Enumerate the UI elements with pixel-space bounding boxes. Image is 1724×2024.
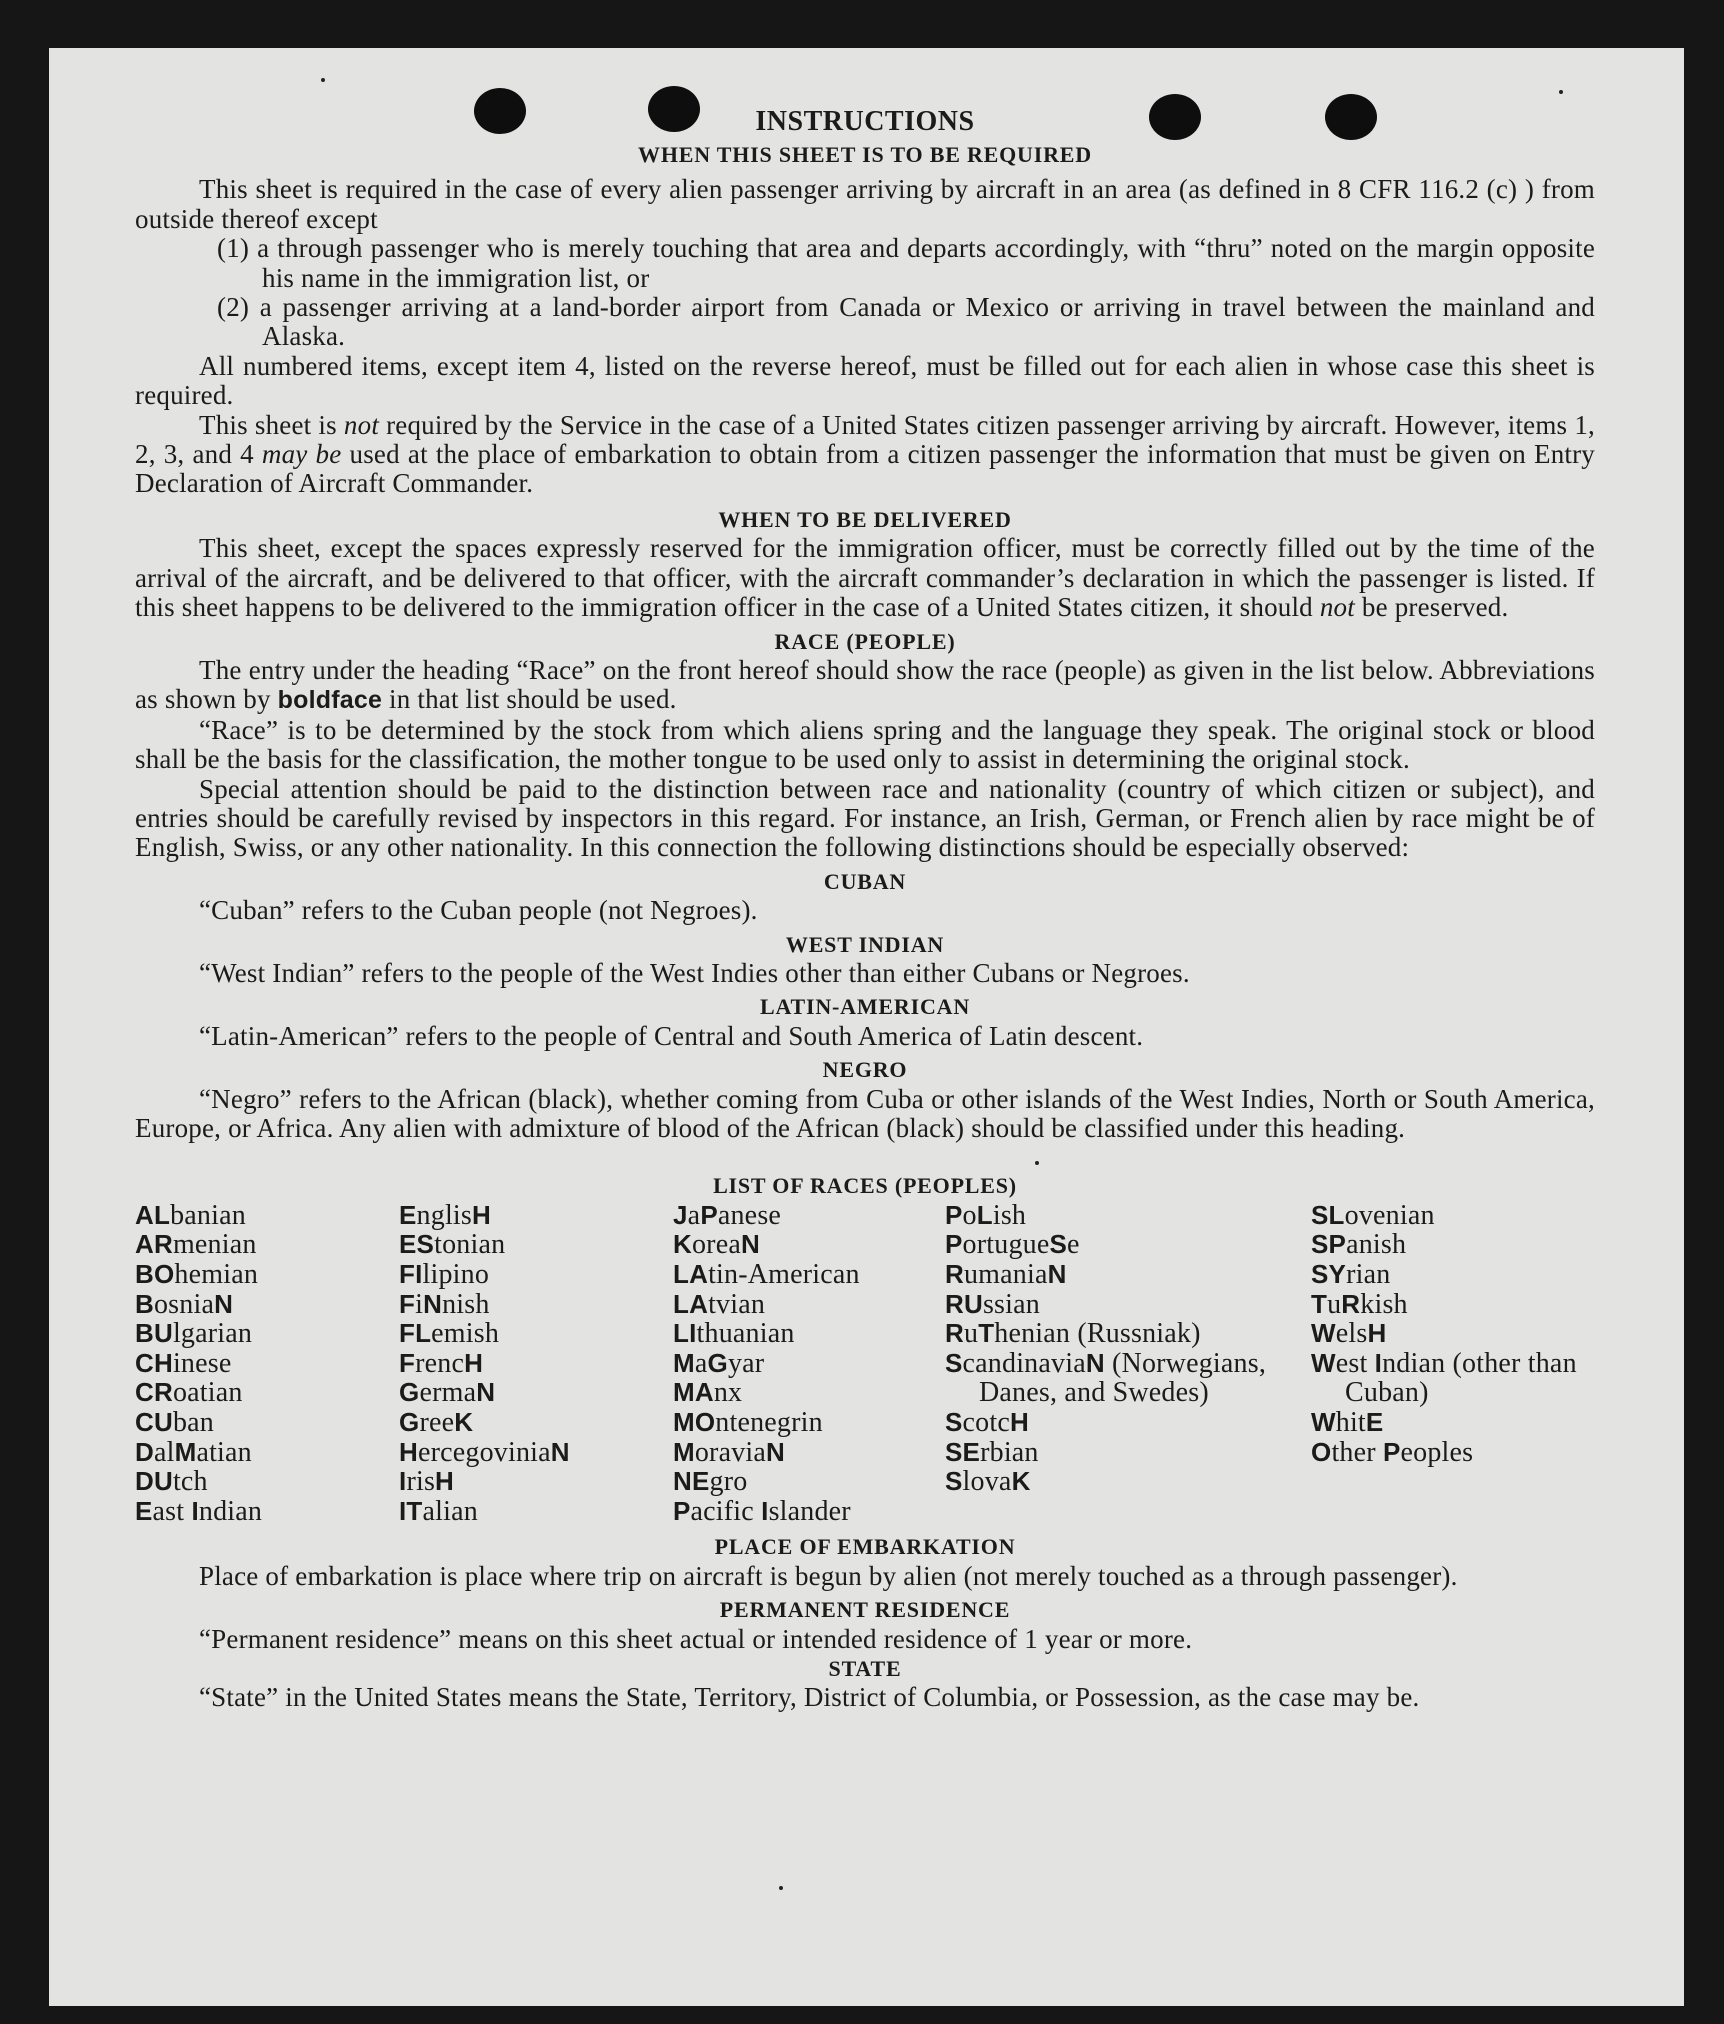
race-abbreviation: NE <box>673 1466 710 1497</box>
race-text: erma <box>419 1377 477 1409</box>
race-text: osnia <box>153 1288 215 1320</box>
race-abbreviation: M <box>673 1347 695 1378</box>
race-text: inese <box>172 1347 232 1379</box>
race-text: oravia <box>694 1436 767 1468</box>
race-entry <box>673 1408 945 1438</box>
race-entry <box>945 1201 1311 1231</box>
race-entry <box>673 1260 945 1290</box>
race-abbreviation: RU <box>945 1288 983 1319</box>
section-heading-residence: PERMANENT RESIDENCE <box>719 1597 1011 1623</box>
race-abbreviation: BU <box>135 1318 173 1349</box>
race-abbreviation: I <box>1374 1347 1383 1378</box>
race-abbreviation: P <box>945 1229 963 1260</box>
race-entry <box>945 1319 1311 1349</box>
races-column <box>399 1201 673 1527</box>
race-abbreviation: SP <box>1311 1229 1347 1260</box>
boldface-word: boldface <box>277 686 383 715</box>
race-abbreviation: E <box>1365 1406 1384 1437</box>
race-text: ntenegrin <box>715 1406 823 1438</box>
race-abbreviation: W <box>1311 1406 1336 1437</box>
text-span: The entry under the heading “Race” on the front hereof should show the race (people) as given in the list below. Abbreviations as shown by <box>135 654 1595 715</box>
race-abbreviation: E <box>399 1199 417 1230</box>
speck <box>321 78 325 82</box>
race-text: henian (Russniak) <box>994 1318 1201 1350</box>
race-entry <box>1311 1438 1595 1468</box>
race-abbreviation: SY <box>1311 1259 1347 1289</box>
race-text: hemian <box>174 1259 259 1290</box>
race-abbreviation: MO <box>673 1406 716 1437</box>
race-abbreviation: P <box>673 1495 691 1526</box>
race-text: i <box>415 1288 424 1320</box>
race-abbreviation: N <box>423 1288 443 1319</box>
race-abbreviation: AL <box>135 1199 171 1230</box>
race-abbreviation: H <box>435 1466 455 1497</box>
race-abbreviation: G <box>399 1406 420 1437</box>
race-entry <box>399 1497 673 1527</box>
race-entry <box>135 1378 399 1408</box>
race-abbreviation: CU <box>135 1406 173 1437</box>
race-abbreviation: H <box>472 1199 491 1230</box>
section-heading-negro: NEGRO <box>822 1057 908 1083</box>
emphasis: not <box>1319 592 1355 623</box>
race-abbreviation: G <box>399 1377 420 1408</box>
race-paragraph-2: “Race” is to be determined by the stock from which aliens spring and the language they speak. The original stock or blood shall be the basis for the classification, the mother tongue to be used only to assist in determining the original stock. <box>135 714 1595 775</box>
race-text: els <box>1335 1318 1368 1350</box>
race-abbreviation: S <box>1049 1229 1068 1260</box>
race-entry <box>135 1438 399 1468</box>
race-text: est <box>1335 1347 1375 1379</box>
state-definition: “State” in the United States means the State, Territory, District of Columbia, or Possession, as the case may be. <box>199 1682 1420 1713</box>
race-abbreviation: N <box>740 1229 760 1260</box>
race-text: thuanian <box>696 1318 795 1350</box>
race-abbreviation: FL <box>399 1318 432 1349</box>
race-text: slander <box>768 1495 851 1527</box>
race-text: lgarian <box>172 1318 253 1350</box>
race-entry <box>673 1438 945 1468</box>
race-abbreviation: MA <box>673 1377 714 1408</box>
race-text: rian <box>1346 1259 1391 1290</box>
race-abbreviation: R <box>945 1318 964 1349</box>
text-span: required by the Service in the case of a United States citizen passenger arriving by aircraft. However, items 1, 2, 3, and 4 <box>135 409 1595 470</box>
race-text: ortugue <box>962 1229 1050 1261</box>
race-abbreviation: E <box>135 1495 153 1526</box>
race-abbreviation: S <box>945 1466 963 1497</box>
race-abbreviation: LA <box>673 1259 709 1289</box>
race-text: nx <box>713 1377 743 1409</box>
race-entry <box>945 1408 1311 1438</box>
race-text: ndian (other than Cuban) <box>1345 1347 1577 1409</box>
section-heading-races-list: LIST OF RACES (PEOPLES) <box>713 1173 1017 1199</box>
race-text: o <box>962 1199 977 1231</box>
race-entry <box>135 1230 399 1260</box>
race-abbreviation: IT <box>399 1495 423 1526</box>
race-text: anese <box>717 1199 782 1231</box>
race-abbreviation: G <box>707 1347 728 1378</box>
race-abbreviation: P <box>700 1199 718 1230</box>
race-abbreviation: N <box>214 1288 234 1319</box>
race-text: tonian <box>434 1229 506 1261</box>
races-column <box>673 1201 945 1527</box>
race-entry <box>399 1260 673 1290</box>
race-entry <box>399 1201 673 1231</box>
race-entry <box>399 1290 673 1320</box>
race-entry <box>135 1408 399 1438</box>
race-text: cotc <box>962 1406 1010 1438</box>
race-text: ree <box>419 1406 455 1438</box>
races-column <box>1311 1201 1595 1527</box>
race-abbreviation: T <box>1311 1288 1328 1319</box>
section-heading-required: WHEN THIS SHEET IS TO BE REQUIRED <box>638 142 1092 167</box>
race-text: ish <box>992 1199 1027 1231</box>
race-abbreviation: AR <box>135 1229 173 1260</box>
race-abbreviation: N <box>1085 1347 1105 1378</box>
race-entry <box>135 1290 399 1320</box>
race-abbreviation: H <box>399 1436 418 1467</box>
race-entry <box>673 1201 945 1231</box>
race-abbreviation: H <box>464 1347 484 1378</box>
race-abbreviation: DU <box>135 1466 173 1497</box>
race-entry <box>399 1408 673 1438</box>
race-text: yar <box>727 1347 765 1379</box>
race-entry <box>399 1438 673 1468</box>
race-entry <box>673 1467 945 1497</box>
race-abbreviation: SE <box>945 1436 981 1467</box>
race-abbreviation: M <box>673 1436 695 1467</box>
race-abbreviation: I <box>191 1495 199 1526</box>
race-abbreviation: K <box>1011 1466 1031 1497</box>
race-text: ndian <box>198 1495 263 1527</box>
race-text: tch <box>172 1466 208 1498</box>
races-column <box>135 1201 399 1527</box>
race-abbreviation: L <box>976 1199 993 1230</box>
numbered-items-paragraph: All numbered items, except item 4, listed on the reverse hereof, must be filled out for each alien in whose case this sheet is required. <box>135 350 1595 411</box>
race-abbreviation: K <box>454 1406 474 1437</box>
race-abbreviation: P <box>1382 1436 1401 1467</box>
race-abbreviation: H <box>1009 1406 1029 1437</box>
section-heading-latin-american: LATIN-AMERICAN <box>759 994 971 1020</box>
section-heading-embarkation: PLACE OF EMBARKATION <box>714 1534 1016 1560</box>
race-abbreviation: N <box>1047 1259 1067 1289</box>
race-text: menian <box>172 1229 257 1261</box>
race-abbreviation: I <box>399 1466 407 1497</box>
race-entry <box>399 1378 673 1408</box>
race-abbreviation: CH <box>135 1347 173 1378</box>
race-text: anish <box>1346 1229 1407 1261</box>
race-text: tin-American <box>708 1259 860 1290</box>
race-entry <box>135 1467 399 1497</box>
race-entry <box>1311 1290 1595 1320</box>
race-abbreviation: T <box>978 1318 995 1349</box>
race-text: nglis <box>416 1199 473 1231</box>
race-text: emish <box>431 1318 500 1350</box>
emphasis: not <box>343 409 380 440</box>
race-entry <box>945 1290 1311 1320</box>
race-entry <box>673 1319 945 1349</box>
exception-item-2: (2) a passenger arriving at a land-border airport from Canada or Mexico or arriving in travel between the mainland and Alaska. <box>217 292 1595 352</box>
race-abbreviation: K <box>673 1229 692 1260</box>
speck <box>1559 90 1563 94</box>
race-entry <box>945 1260 1311 1290</box>
race-text: ris <box>406 1466 436 1498</box>
text-span: in that list should be used. <box>382 684 677 715</box>
document-title: INSTRUCTIONS <box>755 106 975 137</box>
race-entry <box>399 1467 673 1497</box>
not-required-paragraph <box>135 411 1595 499</box>
race-abbreviation: F <box>399 1347 416 1378</box>
race-abbreviation: CR <box>135 1377 173 1408</box>
text-span: This sheet is <box>199 409 344 440</box>
section-heading-delivered: WHEN TO BE DELIVERED <box>718 506 1012 532</box>
race-text: ssian <box>982 1288 1040 1320</box>
race-text: al <box>153 1436 175 1468</box>
race-entry <box>945 1438 1311 1468</box>
emphasis: may be <box>261 439 342 470</box>
negro-definition: “Negro” refers to the African (black), whether coming from Cuba or other islands of the West Indies, North or South America, Europe, or Africa. Any alien with admixture of blood of the African (black) should be classified under this heading. <box>135 1083 1595 1143</box>
race-text: hit <box>1335 1406 1366 1438</box>
race-text: alian <box>422 1495 478 1527</box>
race-abbreviation: LI <box>673 1318 697 1349</box>
race-abbreviation: M <box>174 1436 197 1467</box>
required-intro: This sheet is required in the case of every alien passenger arriving by aircraft in an area (as defined in 8 CFR 116.2 (c) ) from outside thereof except <box>135 174 1595 234</box>
section-heading-west-indian: WEST INDIAN <box>785 931 945 957</box>
race-text: lipino <box>422 1259 490 1290</box>
race-abbreviation: N <box>766 1436 786 1467</box>
race-entry <box>673 1497 945 1527</box>
race-paragraph-3: Special attention should be paid to the distinction between race and nationality (country of which citizen or subject), and entries should be carefully revised by inspectors in this regard. For instance, an Irish, German, or French alien by race might be of English, Swiss, or any other nationality. In this connection the following distinctions should be especially observed: <box>135 773 1595 863</box>
race-abbreviation: LA <box>673 1288 709 1319</box>
race-abbreviation: W <box>1311 1318 1336 1349</box>
race-entry <box>1311 1260 1595 1290</box>
race-abbreviation: P <box>945 1199 963 1230</box>
race-text: e <box>1067 1229 1080 1261</box>
race-entry <box>399 1230 673 1260</box>
race-abbreviation: I <box>761 1495 769 1526</box>
race-abbreviation: SL <box>1311 1199 1345 1230</box>
race-abbreviation: H <box>1367 1318 1387 1349</box>
race-text: orea <box>691 1229 741 1261</box>
embarkation-definition: Place of embarkation is place where trip on aircraft is begun by alien (not merely touched as a through passenger). <box>199 1560 1458 1591</box>
race-abbreviation: N <box>550 1436 570 1467</box>
race-text: umania <box>963 1259 1048 1290</box>
race-text: renc <box>415 1347 465 1379</box>
race-text: atian <box>196 1436 252 1468</box>
speck <box>779 1886 783 1890</box>
race-text: (Norwegians, Danes, and Swedes) <box>979 1347 1267 1409</box>
race-abbreviation: D <box>135 1436 154 1467</box>
race-entry <box>135 1497 399 1527</box>
race-entry <box>399 1349 673 1379</box>
text-span: used at the place of embarkation to obtain from a citizen passenger the information that must be given on Entry Declaration of Aircraft Commander. <box>135 439 1595 499</box>
race-text: eoples <box>1400 1436 1474 1468</box>
race-abbreviation: J <box>673 1199 688 1230</box>
section-heading-state: STATE <box>828 1655 902 1681</box>
race-abbreviation: B <box>135 1288 154 1319</box>
race-entry <box>673 1378 945 1408</box>
race-text: lova <box>962 1466 1012 1498</box>
race-entry <box>945 1230 1311 1260</box>
race-abbreviation: S <box>945 1406 963 1437</box>
residence-definition: “Permanent residence” means on this sheet actual or intended residence of 1 year or more. <box>199 1623 1193 1654</box>
race-text: u <box>963 1318 979 1350</box>
race-entry <box>673 1349 945 1379</box>
race-entry <box>1311 1201 1595 1231</box>
race-text: banian <box>170 1199 246 1231</box>
race-entry <box>135 1319 399 1349</box>
race-abbreviation: FI <box>399 1259 423 1289</box>
race-abbreviation: O <box>1311 1436 1332 1467</box>
race-text: ther <box>1331 1436 1383 1468</box>
race-text: a <box>694 1347 708 1379</box>
race-abbreviation: ES <box>399 1229 435 1260</box>
race-paragraph-1 <box>135 656 1595 716</box>
cuban-definition: “Cuban” refers to the Cuban people (not Negroes). <box>199 895 758 926</box>
delivered-paragraph <box>135 534 1595 622</box>
race-text: oatian <box>172 1377 243 1409</box>
section-heading-race: RACE (PEOPLE) <box>774 628 956 654</box>
race-abbreviation: W <box>1311 1347 1336 1378</box>
text-span: This sheet, except the spaces expressly reserved for the immigration officer, must be correctly filled out by the time of the arrival of the aircraft, and be delivered to that officer, with the aircraft commander’s declaration in which the passenger is listed. If this sheet happens to be delivered to the immigration officer in the case of a United States citizen, it should <box>135 533 1595 623</box>
race-abbreviation: N <box>476 1377 496 1408</box>
race-entry <box>1311 1408 1595 1438</box>
race-text: a <box>687 1199 701 1231</box>
race-text: ovenian <box>1344 1199 1435 1231</box>
exception-item-1: (1) a through passenger who is merely touching that area and departs accordingly, with “thru” noted on the margin opposite his name in the immigration list, or <box>217 233 1595 293</box>
race-entry <box>399 1319 673 1349</box>
instructions-content <box>135 104 1595 1713</box>
race-entry <box>1311 1319 1595 1349</box>
race-text: ercegovinia <box>417 1436 551 1468</box>
race-entry <box>135 1349 399 1379</box>
section-heading-cuban: CUBAN <box>823 868 907 894</box>
race-text: ban <box>172 1406 214 1438</box>
race-entry <box>135 1260 399 1290</box>
race-text: gro <box>709 1466 748 1498</box>
races-column <box>945 1201 1311 1527</box>
race-abbreviation: BO <box>135 1259 175 1289</box>
race-entry <box>1311 1349 1595 1408</box>
race-text: acific <box>690 1495 762 1527</box>
race-abbreviation: S <box>945 1347 963 1378</box>
text-span: be preserved. <box>1354 592 1509 623</box>
race-text: kish <box>1360 1288 1408 1320</box>
race-entry <box>673 1290 945 1320</box>
race-entry <box>673 1230 945 1260</box>
race-abbreviation: F <box>399 1288 416 1319</box>
race-text: u <box>1327 1288 1342 1320</box>
race-text: rbian <box>980 1436 1039 1468</box>
west-indian-definition: “West Indian” refers to the people of the West Indies other than either Cubans or Negroes. <box>199 957 1190 988</box>
race-abbreviation: R <box>945 1259 964 1289</box>
race-text: candinavia <box>962 1347 1086 1379</box>
race-entry <box>135 1201 399 1231</box>
race-abbreviation: R <box>1341 1288 1361 1319</box>
latin-american-definition: “Latin-American” refers to the people of Central and South America of Latin descent. <box>199 1020 1144 1051</box>
races-list <box>135 1201 1595 1527</box>
race-text: nish <box>442 1288 490 1320</box>
race-text: ast <box>152 1495 192 1527</box>
race-entry <box>1311 1230 1595 1260</box>
race-text: tvian <box>708 1288 766 1320</box>
race-entry <box>945 1349 1311 1408</box>
race-entry <box>945 1467 1311 1497</box>
